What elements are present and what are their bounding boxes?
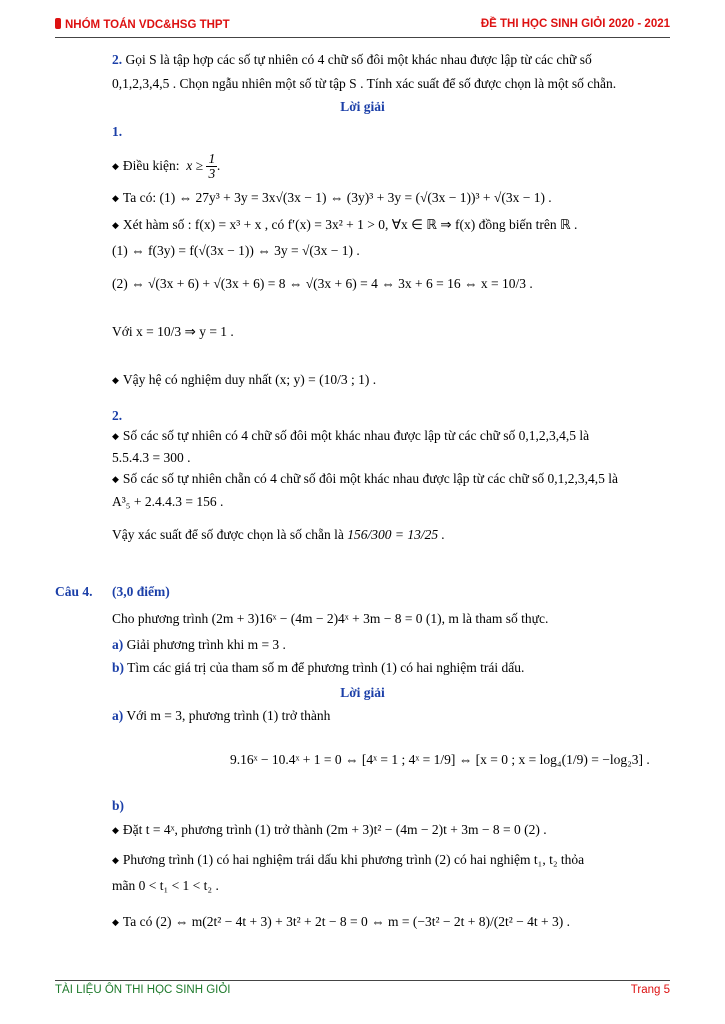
condition-math: x ≥ $\frac{1}{3}$ . xyxy=(182,151,221,182)
group-logo-icon xyxy=(55,18,61,29)
probability-line xyxy=(112,527,672,543)
ta-co-text: Ta có: (1) ⇔ 27y³ + 3y = 3x√(3x − 1) ⇔ (3y)³ + 3y = (√(3x − 1))³ + √(3x − 1) . xyxy=(122,190,552,205)
ta-co-4b-text: Ta có (2) ⇔ m(2t² − 4t + 3) + 3t² + 2t − 8 = 0 ⇔ m = (−3t² − 2t + 8)/(2t² − 4t + 3) . xyxy=(122,914,570,929)
page-footer xyxy=(55,984,670,1004)
ta-co-4b-line xyxy=(112,914,672,930)
bullet-icon: ◆ xyxy=(112,474,119,484)
question-4-statement: Cho phương trình (2m + 3)16ˣ − (4m − 2)4ˣ + 3m − 8 = 0 (1), m là tham số thực. xyxy=(112,611,549,626)
solution-4b-label: b) xyxy=(112,798,125,813)
part-b-text: Tìm các giá trị của tham số m để phương trình (1) có hai nghiệm trái dấu. xyxy=(127,660,525,675)
bullet-icon: ◆ xyxy=(112,855,119,865)
count-all-value: 5.5.4.3 = 300 . xyxy=(112,450,191,465)
count-all-line xyxy=(112,428,672,444)
part-a-text: Giải phương trình khi m = 3 . xyxy=(126,637,286,652)
solution-heading-1: Lời giải xyxy=(340,99,385,114)
voi-line: Với x = 10/3 ⇒ y = 1 . xyxy=(112,324,234,339)
question-4-points: (3,0 điểm) xyxy=(112,584,170,599)
part-b-label: b) xyxy=(112,660,125,675)
page-header xyxy=(55,18,670,36)
page-number: Trang 5 xyxy=(630,984,670,996)
probability-text: Vậy xác suất để số được chọn là số chẵn là xyxy=(112,527,344,542)
question-2-line1: Gọi S là tập hợp các số tự nhiên có 4 chữ số đôi một khác nhau được lập từ các chữ số xyxy=(125,52,592,67)
condition-4b-text: Phương trình (1) có hai nghiệm trái dấu khi phương trình (2) có hai nghiệm t₁, t₂ thỏa xyxy=(122,852,585,867)
count-all-text: Số các số tự nhiên có 4 chữ số đôi một khác nhau được lập từ các chữ số 0,1,2,3,4,5 là xyxy=(122,428,590,443)
equivalence-line-2: (2) ⇔ √(3x + 6) + √(3x + 6) = 8 ⇔ √(3x + 6) = 4 ⇔ 3x + 6 = 16 ⇔ x = 10/3 . xyxy=(112,276,533,291)
solution-4a-intro-text: Với m = 3, phương trình (1) trở thành xyxy=(126,708,331,723)
count-even-text: Số các số tự nhiên chẵn có 4 chữ số đôi một khác nhau được lập từ các chữ số 0,1,2,3,4,5 là xyxy=(122,471,619,486)
solution-4a-equation: 9.16ˣ − 10.4ˣ + 1 = 0 ⇔ [4ˣ = 1 ; 4ˣ = 1/9] ⇔ [x = 0 ; x = log₄(1/9) = −log₂3] . xyxy=(230,752,650,767)
bullet-icon: ◆ xyxy=(112,431,119,441)
solution-part-1-number: 1. xyxy=(112,124,123,139)
question-2-line2: 0,1,2,3,4,5 . Chọn ngẫu nhiên một số từ tập S . Tính xác suất để số được chọn là một số chẵn. xyxy=(112,76,617,91)
solution-part-2-number: 2. xyxy=(112,408,123,423)
part-a-label: a) xyxy=(112,637,124,652)
condition-label: Điều kiện: xyxy=(122,157,180,173)
probability-value: 156/300 = 13/25 . xyxy=(347,527,445,542)
ta-co-line xyxy=(112,190,672,206)
substitution-line xyxy=(112,822,672,838)
question-4-part-a xyxy=(112,637,672,653)
bullet-icon: ◆ xyxy=(112,193,119,203)
footer-left-text: TÀI LIỆU ÔN THI HỌC SINH GIỎI xyxy=(55,984,231,996)
condition-4b-line2: mãn 0 < t₁ < 1 < t₂ . xyxy=(112,878,219,893)
footer-rule xyxy=(55,980,670,981)
question-2-statement xyxy=(112,52,672,68)
header-group-name xyxy=(55,18,230,31)
bullet-icon: ◆ xyxy=(112,917,119,927)
question-2-number: 2. xyxy=(112,52,123,67)
bullet-icon: ◆ xyxy=(112,825,119,835)
conclusion-text: Vậy hệ có nghiệm duy nhất (x; y) = (10/3 ; 1) . xyxy=(122,372,377,387)
bullet-icon: ◆ xyxy=(112,160,119,171)
header-left-text: NHÓM TOÁN VDC&HSG THPT xyxy=(65,19,230,31)
bullet-icon: ◆ xyxy=(112,375,119,385)
condition-line xyxy=(112,152,672,181)
equivalence-line-1: (1) ⇔ f(3y) = f(√(3x − 1)) ⇔ 3y = √(3x − 1) . xyxy=(112,243,360,258)
question-4-part-b xyxy=(112,660,672,676)
xet-ham-so-line xyxy=(112,217,672,233)
solution-4a-intro xyxy=(112,708,672,724)
condition-4b-line xyxy=(112,852,672,868)
question-4-label: Câu 4. xyxy=(55,584,93,599)
solution-4a-label: a) xyxy=(112,708,124,723)
count-even-value: A³₅ + 2.4.4.3 = 156 . xyxy=(112,494,224,509)
bullet-icon: ◆ xyxy=(112,220,119,230)
count-even-line xyxy=(112,471,672,487)
xet-ham-so-text: Xét hàm số : f(x) = x³ + x , có f′(x) = 3x² + 1 > 0, ∀x ∈ ℝ ⇒ f(x) đồng biến trên ℝ . xyxy=(122,217,578,232)
solution-heading-2: Lời giải xyxy=(340,685,385,700)
header-rule xyxy=(55,37,670,38)
substitution-text: Đặt t = 4ˣ, phương trình (1) trở thành (2m + 3)t² − (4m − 2)t + 3m − 8 = 0 (2) . xyxy=(122,822,547,837)
header-exam-title: ĐỀ THI HỌC SINH GIỎI 2020 - 2021 xyxy=(480,18,670,30)
conclusion-line xyxy=(112,372,672,388)
